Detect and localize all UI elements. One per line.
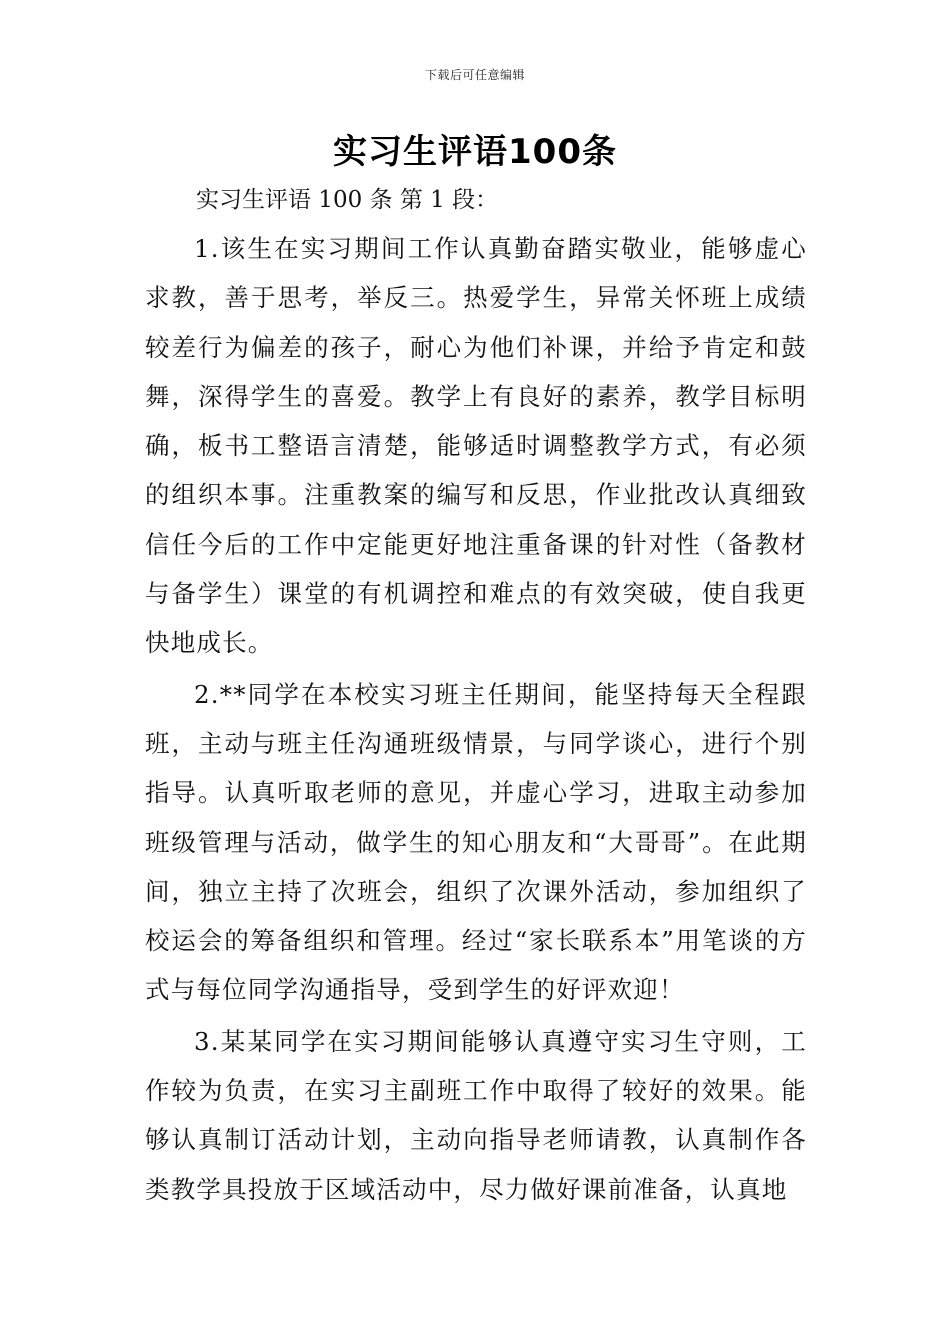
- body-text: [145, 224, 807, 1216]
- paragraph-3: 3.某某同学在实习期间能够认真遵守实习生守则，工作较为负责，在实习主副班工作中取得了较好的效果。能够认真制订活动计划，主动向指导老师请教，认真制作各类教学具投放于区域活动中，尽力做好课前准备，认真地: [145, 1026, 807, 1204]
- paragraph-2: 2.**同学在本校实习班主任期间，能坚持每天全程跟班，主动与班主任沟通班级情景，与同学谈心，进行个别指导。认真听取老师的意见，并虚心学习，进取主动参加班级管理与活动，做学生的知心朋友和“大哥哥”。在此期间，独立主持了次班会，组织了次课外活动，参加组织了校运会的筹备组织和管理。经过“家长联系本”用笔谈的方式与每位同学沟通指导，受到学生的好评欢迎！: [145, 679, 807, 1005]
- header-note: 下载后可任意编辑: [424, 68, 525, 82]
- paragraph-1: 1.该生在实习期间工作认真勤奋踏实敬业，能够虚心求教，善于思考，举反三。热爱学生，异常关怀班上成绩较差行为偏差的孩子，耐心为他们补课，并给予肯定和鼓舞，深得学生的喜爱。教学上有良好的素养，教学目标明确，板书工整语言清楚，能够适时调整教学方式，有必须的组织本事。注重教案的编写和反思，作业批改认真细致信任今后的工作中定能更好地注重备课的针对性（备教材与备学生）课堂的有机调控和难点的有效突破，使自我更快地成长。: [145, 234, 807, 658]
- section-heading: 实习生评语 100 条 第 1 段：: [196, 187, 499, 213]
- document-title: 实习生评语100条: [333, 132, 617, 172]
